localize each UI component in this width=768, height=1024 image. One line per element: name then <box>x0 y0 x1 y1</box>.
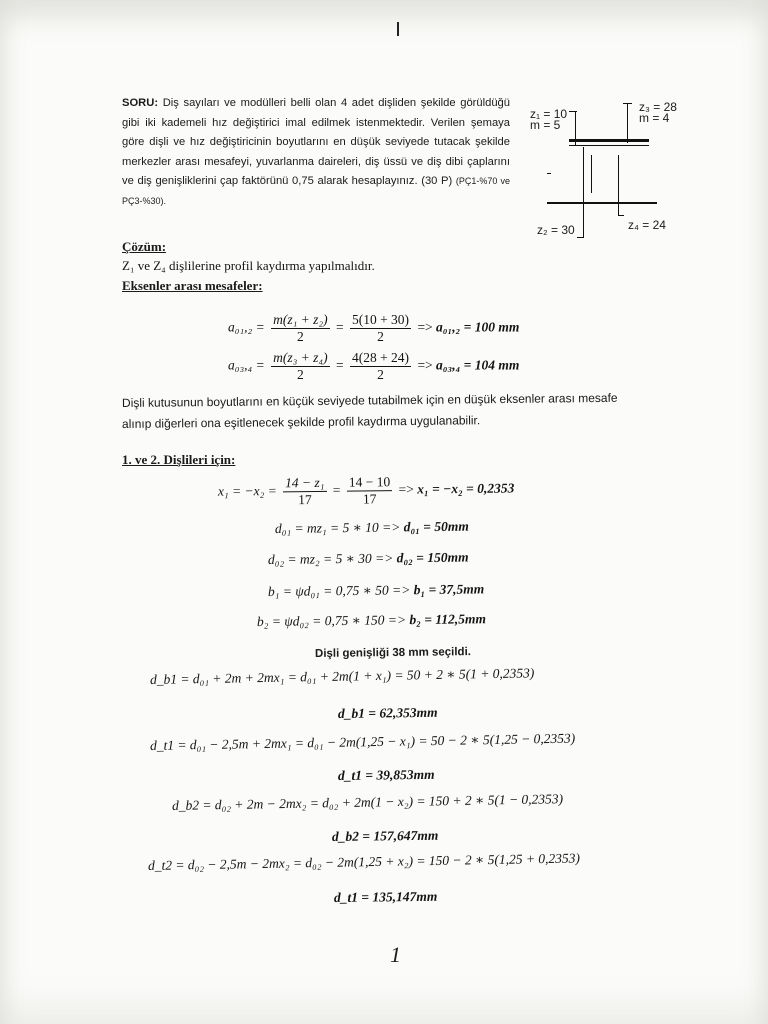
a34-den2: 2 <box>377 367 384 382</box>
dt2-eq: d_t2 = d₀₂ − 2,5m − 2mx₂ = d₀₂ − 2m(1,25 + x₂) = 150 − 2 ∗ 5(1,25 + 0,2353) <box>147 850 581 873</box>
a34-frac2 <box>350 350 411 383</box>
b2-eq: b₂ = ψd₀₂ = 0,75 ∗ 150 => <box>256 612 407 629</box>
db1-eq: d_b1 = d₀₁ + 2m + 2mx₁ = d₀₁ + 2m(1 + x₁) = 50 + 2 ∗ 5(1 + 0,2353) <box>149 665 535 687</box>
b1-eq: b₁ = ψd₀₁ = 0,75 ∗ 50 => <box>267 582 411 599</box>
equation-db2 <box>172 791 563 814</box>
a12-num1: m(z₁ + z₂) <box>273 312 328 327</box>
x-num2: 14 − 10 <box>347 474 393 491</box>
shaft-top-line-2 <box>569 145 649 146</box>
gears-heading: 1. ve 2. Dişlileri için: <box>122 452 236 467</box>
question-paragraph <box>122 94 510 211</box>
page-number: 1 <box>390 942 401 967</box>
gear4-tick <box>618 215 624 216</box>
gear1-line <box>575 111 576 145</box>
db1-result: d_b1 = 62,353mm <box>337 704 438 721</box>
a34-result: a₀₃,₄ = 104 mm <box>436 357 520 373</box>
x-frac1 <box>283 475 327 508</box>
db2-result: d_b2 = 157,647mm <box>331 827 439 844</box>
label-m1: m = 5 <box>530 118 561 132</box>
db2-eq: d_b2 = d₀₂ + 2m − 2mx₂ = d₀₂ + 2m(1 − x₂) = 150 + 2 ∗ 5(1 − 0,2353) <box>171 791 564 813</box>
gear2-tick <box>577 237 584 238</box>
a12-den1: 2 <box>296 329 304 344</box>
question-text: Diş sayıları ve modülleri belli olan 4 adet dişliden şekilde görüldüğü gibi iki kademeli hız değiştirici imal edilmek istenmektedir. Verilen şemaya göre dişli ve hız değiştiricinin boyutlarını en düşük seviyede tutacak şekilde merkezler arası mesafeyi, yuvarlanma daireleri, diş üssü ve diş dibi çaplarını ve diş genişliklerini çap faktörünü 0,75 alarak hesaplayınız. (30 P) <box>122 97 510 187</box>
gear4-line <box>618 155 619 215</box>
equation-dt1 <box>150 731 576 754</box>
d02-eq: d₀₂ = mz₂ = 5 ∗ 30 => <box>267 550 394 567</box>
a12-result: a₀₁,₂ = 100 mm <box>436 319 520 335</box>
d01-eq: d₀₁ = mz₁ = 5 ∗ 10 => <box>274 519 401 536</box>
equation-d02 <box>268 550 469 568</box>
shaft-bottom-left-cap <box>547 173 551 174</box>
label-m3: m = 4 <box>639 111 670 125</box>
label-z1: z₁ = 10 <box>530 107 568 121</box>
b1-result: b₁ = 37,5mm <box>413 581 485 598</box>
solution-heading: Çözüm: <box>122 239 167 254</box>
a34-eq: = <box>335 357 344 373</box>
gear3-line <box>627 103 628 143</box>
equation-a12 <box>228 312 519 345</box>
dt2-result: d_t1 = 135,147mm <box>333 888 438 905</box>
shaft-bottom-line <box>547 202 657 204</box>
equation-b1 <box>268 581 484 600</box>
a12-frac2 <box>350 312 411 345</box>
shaft-top-line <box>569 139 649 142</box>
b2-result: b₂ = 112,5mm <box>409 611 487 628</box>
axes-heading: Eksenler arası mesafeler: <box>122 278 263 293</box>
a34-num1: m(z₃ + z₄) <box>273 350 328 365</box>
a12-arrow: => <box>417 319 433 335</box>
question-label: SORU: <box>122 97 159 109</box>
x-eq: = <box>332 482 341 498</box>
d02-result: d₀₂ = 150mm <box>396 549 469 566</box>
box-note-line-2: alınıp diğerleri ona eşitlenecek şekilde profil kaydırma uygulanabilir. <box>121 413 481 431</box>
a34-arrow: => <box>417 357 433 373</box>
dt1-eq: d_t1 = d₀₁ − 2,5m + 2mx₁ = d₀₁ − 2m(1,25 − x₁) = 50 − 2 ∗ 5(1,25 − 0,2353) <box>149 730 576 753</box>
equation-x <box>218 473 515 509</box>
profile-note: Z₁ ve Z₄ dişlilerine profil kaydırma yapılmalıdır. <box>122 258 375 273</box>
equation-dt2 <box>148 850 580 874</box>
equation-a34 <box>228 350 519 383</box>
x-den1: 17 <box>298 492 312 508</box>
x-frac2 <box>347 474 393 507</box>
x-num1: 14 − z₁ <box>283 475 326 492</box>
a12-frac1 <box>271 312 330 345</box>
a12-num2: 5(10 + 30) <box>351 312 410 327</box>
width-note: Dişli genişliği 38 mm seçildi. <box>314 646 472 660</box>
a12-lhs: a₀₁,₂ = <box>228 319 265 335</box>
gear3-tick <box>623 103 632 104</box>
a34-lhs: a₀₃,₄ = <box>228 357 265 373</box>
equation-d01 <box>275 519 469 537</box>
equation-db1 <box>150 665 535 688</box>
gear-diagram <box>525 95 685 255</box>
a34-frac1 <box>271 350 330 383</box>
gear2-line <box>583 147 584 237</box>
dt1-result: d_t1 = 39,853mm <box>337 766 435 783</box>
x-arrow: => <box>398 481 414 497</box>
a34-den1: 2 <box>296 367 304 382</box>
a12-eq: = <box>335 319 344 335</box>
box-note-line-1: Dişli kutusunun boyutlarını en küçük seviyede tutabilmek için en düşük eksenler arası mesafe <box>121 390 618 410</box>
x-lhs: x₁ = −x₂ = <box>217 482 277 499</box>
x-den2: 17 <box>362 491 377 507</box>
label-z3: z₃ = 28 <box>639 100 677 114</box>
label-z4: z₄ = 24 <box>628 218 666 232</box>
d01-result: d₀₁ = 50mm <box>403 518 469 535</box>
question-points-note: (PÇ1-%70 ve PÇ3-%30). <box>122 176 510 206</box>
a34-num2: 4(28 + 24) <box>351 350 410 365</box>
x-result: x₁ = −x₂ = 0,2353 <box>417 480 515 497</box>
mid-line-a <box>591 155 592 193</box>
label-z2: z₂ = 30 <box>537 223 575 237</box>
gear1-tick <box>569 111 577 112</box>
equation-b2 <box>257 611 486 630</box>
top-mark <box>397 22 399 36</box>
a12-den2: 2 <box>377 329 384 344</box>
